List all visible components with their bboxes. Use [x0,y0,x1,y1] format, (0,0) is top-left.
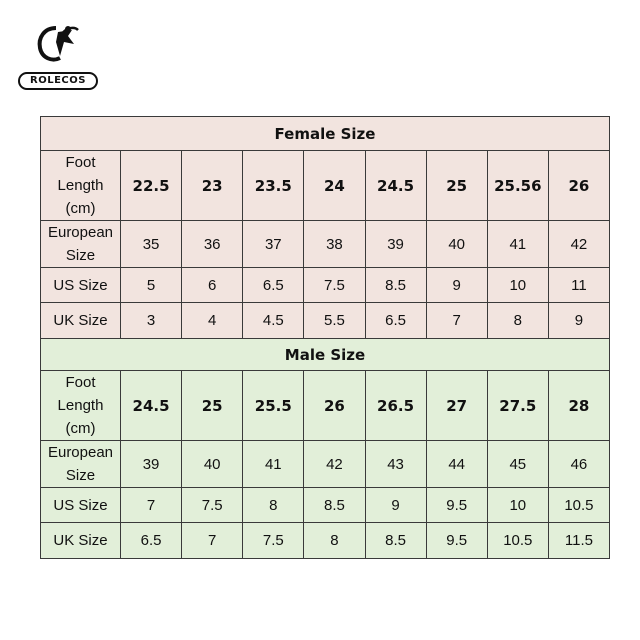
table-cell: 22.5 [121,151,182,221]
table-cell: 5 [121,268,182,303]
table-cell: 6.5 [365,303,426,339]
table-cell: 23 [182,151,243,221]
table-cell: 37 [243,221,304,268]
table-cell: 41 [243,441,304,488]
row-label-european-size: European Size [41,441,121,488]
table-cell: 7 [121,488,182,523]
table-row [41,303,610,339]
table-cell: 36 [182,221,243,268]
table-cell: 39 [121,441,182,488]
row-label-us-size: US Size [41,268,121,303]
male-size-section [41,339,610,559]
table-cell: 8.5 [365,268,426,303]
table-cell: 24.5 [365,151,426,221]
row-label-foot-length: Foot Length (cm) [41,151,121,221]
table-cell: 7.5 [243,523,304,559]
table-cell: 11 [548,268,609,303]
section-header-row [41,339,610,371]
table-cell: 40 [182,441,243,488]
table-cell: 28 [548,371,609,441]
table-cell: 8.5 [304,488,365,523]
table-cell: 8 [243,488,304,523]
table-cell: 7 [426,303,487,339]
row-label-uk-size: UK Size [41,523,121,559]
table-cell: 24.5 [121,371,182,441]
table-row [41,441,610,488]
section-header-row [41,117,610,151]
table-cell: 45 [487,441,548,488]
table-cell: 7.5 [304,268,365,303]
table-cell: 7 [182,523,243,559]
table-cell: 4 [182,303,243,339]
table-cell: 35 [121,221,182,268]
row-label-foot-length: Foot Length (cm) [41,371,121,441]
table-cell: 9 [548,303,609,339]
female-size-section [41,117,610,339]
brand-name: ROLECOS [18,72,98,90]
table-cell: 10 [487,268,548,303]
table-cell: 25 [182,371,243,441]
table-cell: 6 [182,268,243,303]
table-cell: 9.5 [426,523,487,559]
table-cell: 42 [304,441,365,488]
table-cell: 46 [548,441,609,488]
table-cell: 27 [426,371,487,441]
table-row [41,371,610,441]
table-cell: 4.5 [243,303,304,339]
table-cell: 39 [365,221,426,268]
table-row [41,488,610,523]
table-cell: 26.5 [365,371,426,441]
table-cell: 27.5 [487,371,548,441]
table-cell: 8.5 [365,523,426,559]
brand-logo-icon [34,22,82,70]
table-row [41,151,610,221]
row-label-uk-size: UK Size [41,303,121,339]
brand-logo [18,22,98,94]
table-cell: 6.5 [243,268,304,303]
table-cell: 7.5 [182,488,243,523]
table-cell: 26 [548,151,609,221]
table-cell: 23.5 [243,151,304,221]
table-cell: 6.5 [121,523,182,559]
table-cell: 25 [426,151,487,221]
size-chart-table [40,116,610,559]
table-cell: 26 [304,371,365,441]
table-cell: 3 [121,303,182,339]
table-cell: 9 [365,488,426,523]
male-size-title: Male Size [41,339,610,371]
table-cell: 8 [487,303,548,339]
table-cell: 42 [548,221,609,268]
table-cell: 41 [487,221,548,268]
row-label-us-size: US Size [41,488,121,523]
female-size-title: Female Size [41,117,610,151]
table-cell: 9.5 [426,488,487,523]
table-cell: 40 [426,221,487,268]
table-row [41,268,610,303]
table-cell: 44 [426,441,487,488]
table-cell: 25.56 [487,151,548,221]
table-cell: 10.5 [548,488,609,523]
table-cell: 8 [304,523,365,559]
table-cell: 9 [426,268,487,303]
table-cell: 38 [304,221,365,268]
table-row [41,523,610,559]
row-label-european-size: European Size [41,221,121,268]
table-cell: 43 [365,441,426,488]
table-cell: 10.5 [487,523,548,559]
table-cell: 25.5 [243,371,304,441]
table-cell: 11.5 [548,523,609,559]
table-cell: 24 [304,151,365,221]
table-cell: 5.5 [304,303,365,339]
table-cell: 10 [487,488,548,523]
table-row [41,221,610,268]
